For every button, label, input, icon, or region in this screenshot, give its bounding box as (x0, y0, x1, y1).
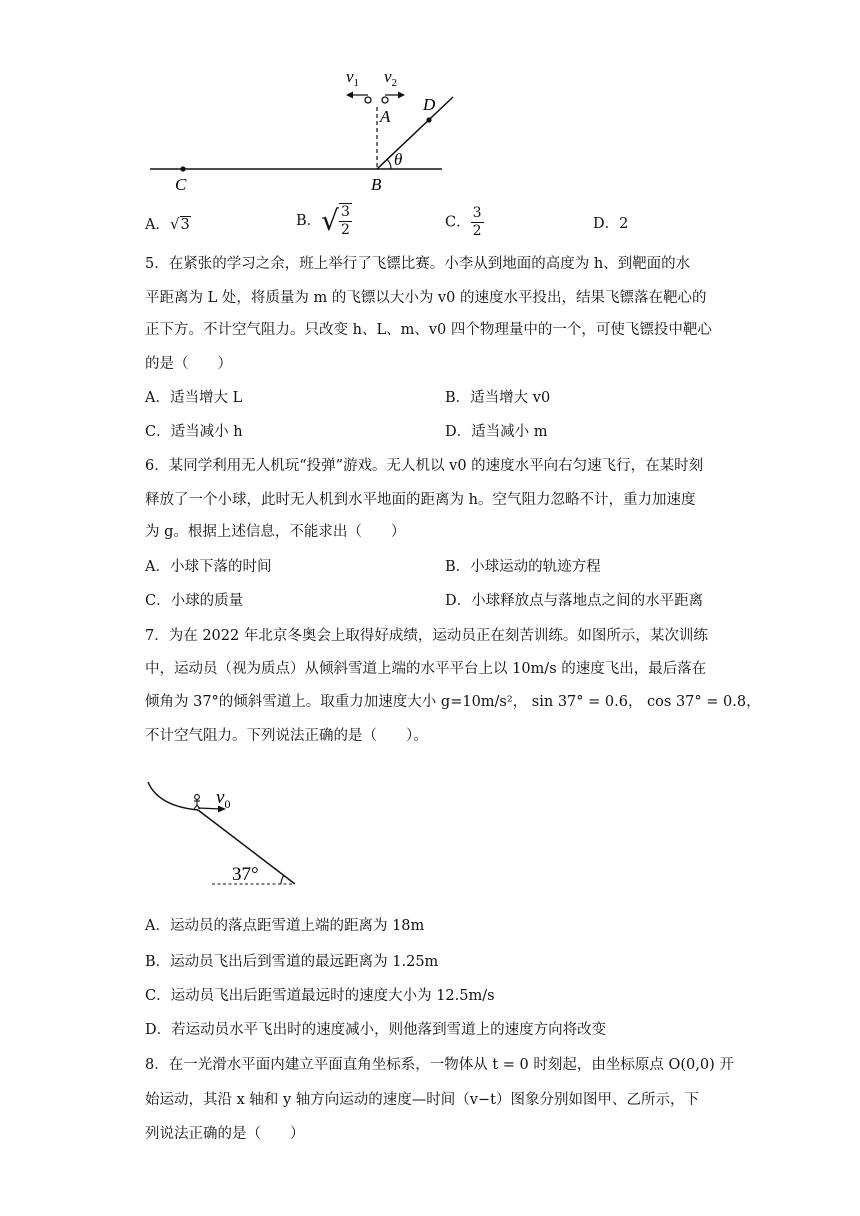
label-a: A (380, 107, 391, 126)
label-v1: $v_1$ (346, 67, 360, 89)
q5-option-c: C．适当减小 h (145, 424, 243, 440)
q6-option-c: C．小球的质量 (145, 593, 244, 609)
q5-line-4: 的是（ ） (145, 356, 232, 372)
q6-option-b: B．小球运动的轨迹方程 (445, 559, 601, 575)
q7-option-a: A．运动员的落点距雪道上端的距离为 18m (145, 918, 425, 934)
point-d (426, 117, 431, 122)
figure-ski-slope (140, 776, 310, 890)
q5-option-b: B．适当增大 v0 (445, 390, 551, 406)
q6-line-2: 释放了一个小球，此时无人机到水平地面的距离为 h。空气阻力忽略不计，重力加速度 (145, 492, 696, 508)
q7-line-2: 中，运动员（视为质点）从倾斜雪道上端的水平平台上以 10m/s 的速度飞出，最后落在 (145, 661, 707, 677)
ski-label-angle: 37° (232, 864, 259, 885)
q5-option-a: A．适当增大 L (145, 390, 243, 406)
q7-option-c: C．运动员飞出后距雪道最远时的速度大小为 12.5m/s (145, 988, 495, 1004)
q5-option-d: D．适当减小 m (445, 424, 548, 440)
q8-line-1: 8．在一光滑水平面内建立平面直角坐标系，一物体从 t = 0 时刻起，由坐标原点 O(0,0) 开 (145, 1057, 734, 1073)
q5-line-3: 正下方。不计空气阻力。只改变 h、L、m、v0 四个物理量中的一个，可使飞镖投中靶心 (145, 322, 712, 338)
skier-figure (194, 795, 200, 809)
q7-option-b: B．运动员飞出后到雪道的最远距离为 1.25m (145, 954, 439, 970)
q5-line-2: 平距离为 L 处，将质量为 m 的飞镖以大小为 v0 的速度水平投出，结果飞镖落在靶心的 (145, 290, 707, 306)
q7-line-4: 不计空气阻力。下列说法正确的是（ ）。 (145, 728, 428, 744)
ramp-curve (148, 782, 198, 810)
figure-projectile-slope (140, 62, 460, 198)
ball-left (365, 97, 371, 103)
label-d: D (423, 95, 436, 114)
label-v2: $v_2$ (384, 67, 398, 89)
angle-arc (387, 159, 391, 169)
q6-line-1: 6．某同学利用无人机玩“投弹”游戏。无人机以 v0 的速度水平向右匀速飞行，在某时刻 (145, 458, 704, 474)
q6-line-3: 为 g。根据上述信息，不能求出（ ） (145, 524, 406, 540)
q4-option-b: B．√ $\frac{3}{2}$ (296, 204, 350, 238)
arrow-v1-head (346, 92, 353, 99)
label-theta: θ (394, 150, 403, 169)
q4-option-c: C． $\frac{3}{2}$ (445, 205, 482, 239)
q8-line-2: 始运动，其沿 x 轴和 y 轴方向运动的速度—时间（v−t）图象分别如图甲、乙所示，下 (145, 1092, 699, 1108)
ball-right (382, 97, 388, 103)
q6-option-a: A．小球下落的时间 (145, 559, 272, 575)
point-c (180, 166, 185, 171)
ski-angle-arc (281, 876, 284, 885)
q5-line-1: 5．在紧张的学习之余，班上举行了飞镖比赛。小李从到地面的高度为 h、到靶面的水 (145, 256, 691, 272)
ski-label-v0: $v_0$ (216, 787, 231, 811)
q8-line-3: 列说法正确的是（ ） (145, 1126, 305, 1142)
label-b: B (371, 175, 382, 194)
q7-option-d: D．若运动员水平飞出时的速度减小，则他落到雪道上的速度方向将改变 (145, 1022, 607, 1038)
q7-line-1: 7．为在 2022 年北京冬奥会上取得好成绩，运动员正在刻苦训练。如图所示，某次训练 (145, 628, 708, 644)
q4-option-a: A．√3 (145, 215, 190, 233)
q7-line-3: 倾角为 37°的倾斜雪道上。取重力加速度大小 g=10m/s²， sin 37° = 0.6， cos 37° = 0.8， (145, 694, 761, 710)
label-c: C (175, 175, 187, 194)
q6-option-d: D．小球释放点与落地点之间的水平距离 (445, 593, 704, 609)
q4-option-d: D．2 (593, 216, 629, 232)
arrow-v2-head (398, 92, 405, 99)
